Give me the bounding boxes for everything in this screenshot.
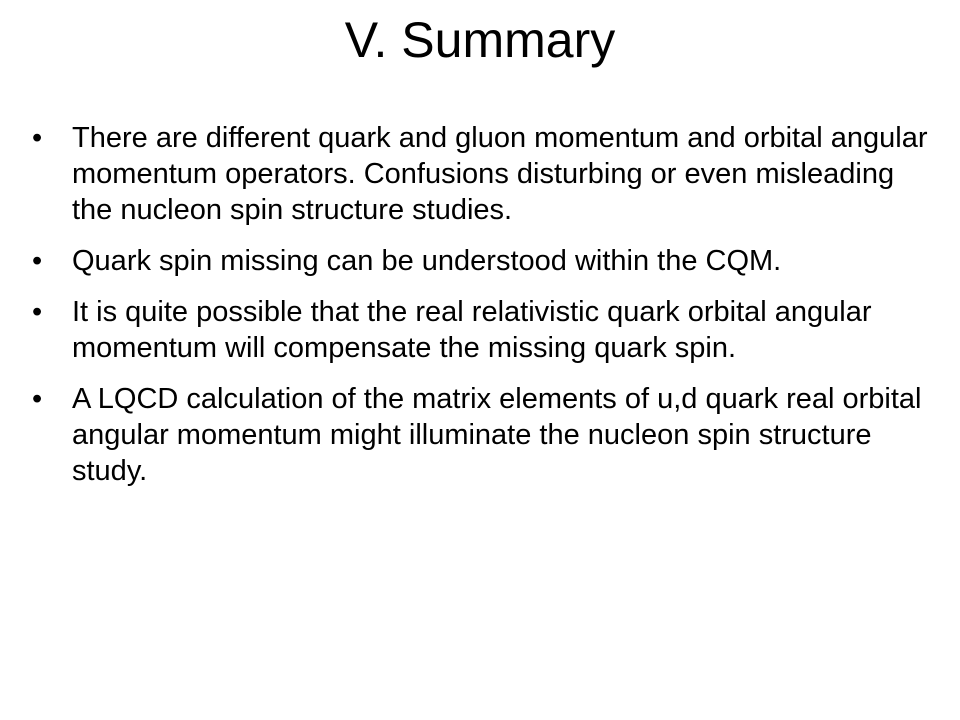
bullet-dot-icon: • bbox=[32, 122, 43, 154]
bullet-dot-icon: • bbox=[32, 383, 43, 415]
bullet-list bbox=[28, 120, 938, 504]
bullet-item bbox=[28, 120, 938, 228]
bullet-dot-icon: • bbox=[32, 245, 43, 277]
bullet-text: There are different quark and gluon momentum and orbital angular momentum operators. Confusions disturbing or even misleading the nucleon spin structure studies. bbox=[72, 122, 928, 226]
bullet-text: A LQCD calculation of the matrix elements of u,d quark real orbital angular momentum might illuminate the nucleon spin structure study. bbox=[72, 383, 922, 487]
bullet-text: It is quite possible that the real relativistic quark orbital angular momentum will compensate the missing quark spin. bbox=[72, 296, 872, 364]
bullet-item bbox=[28, 381, 938, 489]
bullet-text: Quark spin missing can be understood within the CQM. bbox=[72, 245, 782, 277]
bullet-dot-icon: • bbox=[32, 296, 43, 328]
bullet-item bbox=[28, 294, 938, 366]
slide-title: V. Summary bbox=[344, 12, 616, 68]
bullet-item bbox=[28, 243, 938, 279]
